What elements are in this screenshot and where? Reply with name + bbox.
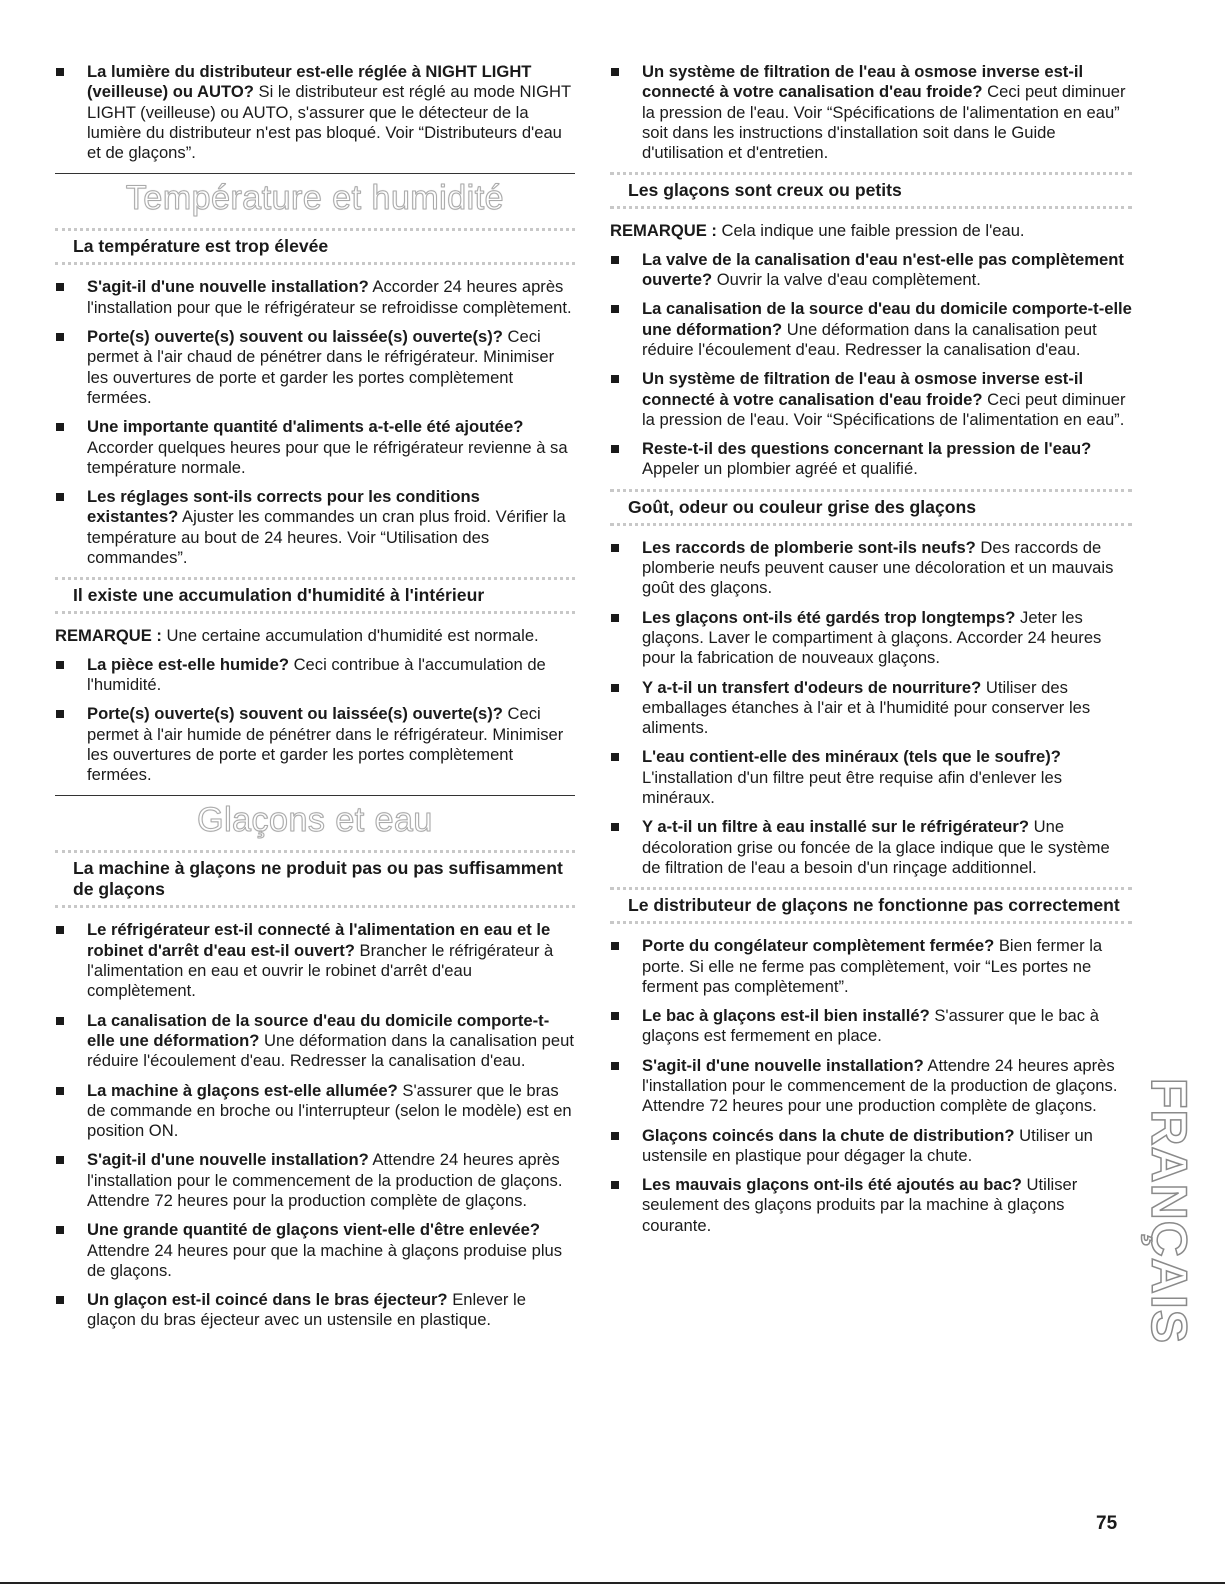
list-item: La pièce est-elle humide? Ceci contribue à l'accumulation de l'humidité.: [55, 655, 575, 696]
bullet-icon: [56, 1296, 64, 1304]
section-title-ice-water: Glaçons et eau: [197, 801, 433, 840]
bullet-icon: [56, 423, 64, 431]
list-item: Une importante quantité d'aliments a-t-elle été ajoutée? Accorder quelques heures pour que le réfrigérateur revienne à sa température normale.: [55, 417, 575, 478]
list-item: S'agit-il d'une nouvelle installation? Accorder 24 heures après l'installation pour que le réfrigérateur se refroidisse complètement.: [55, 277, 575, 318]
list-item: Y a-t-il un transfert d'odeurs de nourriture? Utiliser des emballages étanches à l'air et à l'humidité pour conserver les aliments.: [610, 678, 1132, 739]
list-item: Les raccords de plomberie sont-ils neufs? Des raccords de plomberie neufs peuvent causer une décoloration et un mauvais goût des glaçons.: [610, 538, 1132, 599]
list-item: La canalisation de la source d'eau du domicile comporte-t-elle une déformation? Une déformation dans la canalisation peut réduire l'écoulement d'eau. Redresser la canalisation d'eau.: [55, 1011, 575, 1072]
subsection-title: Goût, odeur ou couleur grise des glaçons: [610, 489, 1132, 526]
bullet-icon: [56, 661, 64, 669]
bullet-icon: [56, 926, 64, 934]
language-side-tab: FRANÇAIS: [1141, 1077, 1197, 1345]
bullet-icon: [56, 68, 64, 76]
list-item: Reste-t-il des questions concernant la pression de l'eau? Appeler un plombier agréé et qualifié.: [610, 439, 1132, 480]
bullet-icon: [611, 305, 619, 313]
list-item: Y a-t-il un filtre à eau installé sur le réfrigérateur? Une décoloration grise ou foncée de la glace indique que le système de filtration de l'eau a besoin d'un rinçage additionnel.: [610, 817, 1132, 878]
bullet-icon: [611, 445, 619, 453]
list-item: Les glaçons ont-ils été gardés trop longtemps? Jeter les glaçons. Laver le compartiment à glaçons. Accorder 24 heures pour la fabrication de nouveaux glaçons.: [610, 608, 1132, 669]
note: REMARQUE : Une certaine accumulation d'humidité est normale.: [55, 626, 539, 646]
section-title-temperature: Température et humidité: [125, 179, 505, 218]
subsection-title: Le distributeur de glaçons ne fonctionne pas correctement: [610, 887, 1132, 924]
subsection-title: Les glaçons sont creux ou petits: [610, 172, 1132, 209]
subsection-title: La machine à glaçons ne produit pas ou pas suffisamment de glaçons: [55, 850, 575, 908]
bullet-icon: [611, 753, 619, 761]
bullet-icon: [611, 942, 619, 950]
item-list: [610, 936, 1132, 1236]
list-item: Un système de filtration de l'eau à osmose inverse est-il connecté à votre canalisation d'eau froide? Ceci peut diminuer la pression de l'eau. Voir “Spécifications de l'alimentation en eau”.: [610, 369, 1132, 430]
bullet-icon: [611, 684, 619, 692]
list-item: Une grande quantité de glaçons vient-elle d'être enlevée? Attendre 24 heures pour que la machine à glaçons produise plus de glaçons.: [55, 1220, 575, 1281]
list-item: S'agit-il d'une nouvelle installation? Attendre 24 heures après l'installation pour le commencement de la production de glaçons. Attendre 72 heures pour la production complète de glaçons.: [55, 1150, 575, 1211]
bullet-icon: [56, 333, 64, 341]
bullet-icon: [611, 1012, 619, 1020]
bullet-icon: [56, 1156, 64, 1164]
list-item: S'agit-il d'une nouvelle installation? Attendre 24 heures après l'installation pour le commencement de la production de glaçons. Attendre 72 heures pour une production complète de glaçons.: [610, 1056, 1132, 1117]
bullet-icon: [611, 1181, 619, 1189]
section-divider: [55, 795, 575, 796]
item-list: [55, 277, 575, 568]
bullet-icon: [56, 710, 64, 718]
page-number: 75: [1096, 1513, 1118, 1534]
bullet-icon: [611, 68, 619, 76]
list-item: Porte du congélateur complètement fermée? Bien fermer la porte. Si elle ne ferme pas complètement, voir “Les portes ne ferment pas complètement”.: [610, 936, 1132, 997]
list-item: Un système de filtration de l'eau à osmose inverse est-il connecté à votre canalisation d'eau froide? Ceci peut diminuer la pression de l'eau. Voir “Spécifications de l'alimentation en eau” soit dans les instructions d'installation soit dans le Guide d'utilisation et d'entretien.: [610, 62, 1132, 163]
list-item: Porte(s) ouverte(s) souvent ou laissée(s) ouverte(s)? Ceci permet à l'air humide de pénétrer dans le réfrigérateur. Minimiser les ouvertures de porte et garder les portes complètement fermées.: [55, 704, 575, 785]
note: REMARQUE : Cela indique une faible pression de l'eau.: [610, 221, 1025, 241]
list-item: L'eau contient-elle des minéraux (tels que le soufre)? L'installation d'un filtre peut être requise afin d'enlever les minéraux.: [610, 747, 1132, 808]
bullet-icon: [56, 1087, 64, 1095]
section-divider: [55, 173, 575, 174]
bullet-icon: [611, 256, 619, 264]
bullet-icon: [611, 544, 619, 552]
item-list: [55, 920, 575, 1330]
right-column: [610, 62, 1132, 1245]
list-item: La machine à glaçons est-elle allumée? S'assurer que le bras de commande en broche ou l'interrupteur (selon le modèle) est en position ON.: [55, 1081, 575, 1142]
list-item: Le réfrigérateur est-il connecté à l'alimentation en eau et le robinet d'arrêt d'eau est-il ouvert? Brancher le réfrigérateur à l'alimentation en eau et ouvrir le robinet d'arrêt d'eau complètement.: [55, 920, 575, 1001]
list-item: Le bac à glaçons est-il bien installé? S'assurer que le bac à glaçons est fermement en place.: [610, 1006, 1132, 1047]
item-list: [610, 250, 1132, 480]
list-item: La canalisation de la source d'eau du domicile comporte-t-elle une déformation? Une déformation dans la canalisation peut réduire l'écoulement d'eau. Redresser la canalisation d'eau.: [610, 299, 1132, 360]
bottom-rule: [0, 1582, 1225, 1584]
bullet-icon: [611, 614, 619, 622]
bullet-icon: [56, 1226, 64, 1234]
list-item: Glaçons coincés dans la chute de distribution? Utiliser un ustensile en plastique pour dégager la chute.: [610, 1126, 1132, 1167]
bullet-icon: [56, 283, 64, 291]
item-list: [55, 655, 575, 786]
bullet-icon: [56, 1017, 64, 1025]
list-item: Les mauvais glaçons ont-ils été ajoutés au bac? Utiliser seulement des glaçons produits par la machine à glaçons courante.: [610, 1175, 1132, 1236]
list-item: La lumière du distributeur est-elle réglée à NIGHT LIGHT (veilleuse) ou AUTO? Si le distributeur est réglé au mode NIGHT LIGHT (veilleuse) ou AUTO, s'assurer que le détecteur de la lumière du distributeur n'est pas bloqué. Voir “Distributeurs d'eau et de glaçons”.: [55, 62, 575, 163]
item-list: [610, 538, 1132, 878]
list-item: La valve de la canalisation d'eau n'est-elle pas complètement ouverte? Ouvrir la valve d'eau complètement.: [610, 250, 1132, 291]
left-column: [55, 62, 575, 1340]
list-item: Un glaçon est-il coincé dans le bras éjecteur? Enlever le glaçon du bras éjecteur avec un ustensile en plastique.: [55, 1290, 575, 1331]
list-item: Les réglages sont-ils corrects pour les conditions existantes? Ajuster les commandes un cran plus froid. Vérifier la température au bout de 24 heures. Voir “Utilisation des commandes”.: [55, 487, 575, 568]
bullet-icon: [56, 493, 64, 501]
subsection-title: La température est trop élevée: [55, 228, 575, 265]
bullet-icon: [611, 1132, 619, 1140]
bullet-icon: [611, 823, 619, 831]
bullet-icon: [611, 1062, 619, 1070]
subsection-title: Il existe une accumulation d'humidité à l'intérieur: [55, 577, 575, 614]
bullet-icon: [611, 375, 619, 383]
list-item: Porte(s) ouverte(s) souvent ou laissée(s) ouverte(s)? Ceci permet à l'air chaud de pénétrer dans le réfrigérateur. Minimiser les ouvertures de porte et garder les portes complètement fermées.: [55, 327, 575, 408]
